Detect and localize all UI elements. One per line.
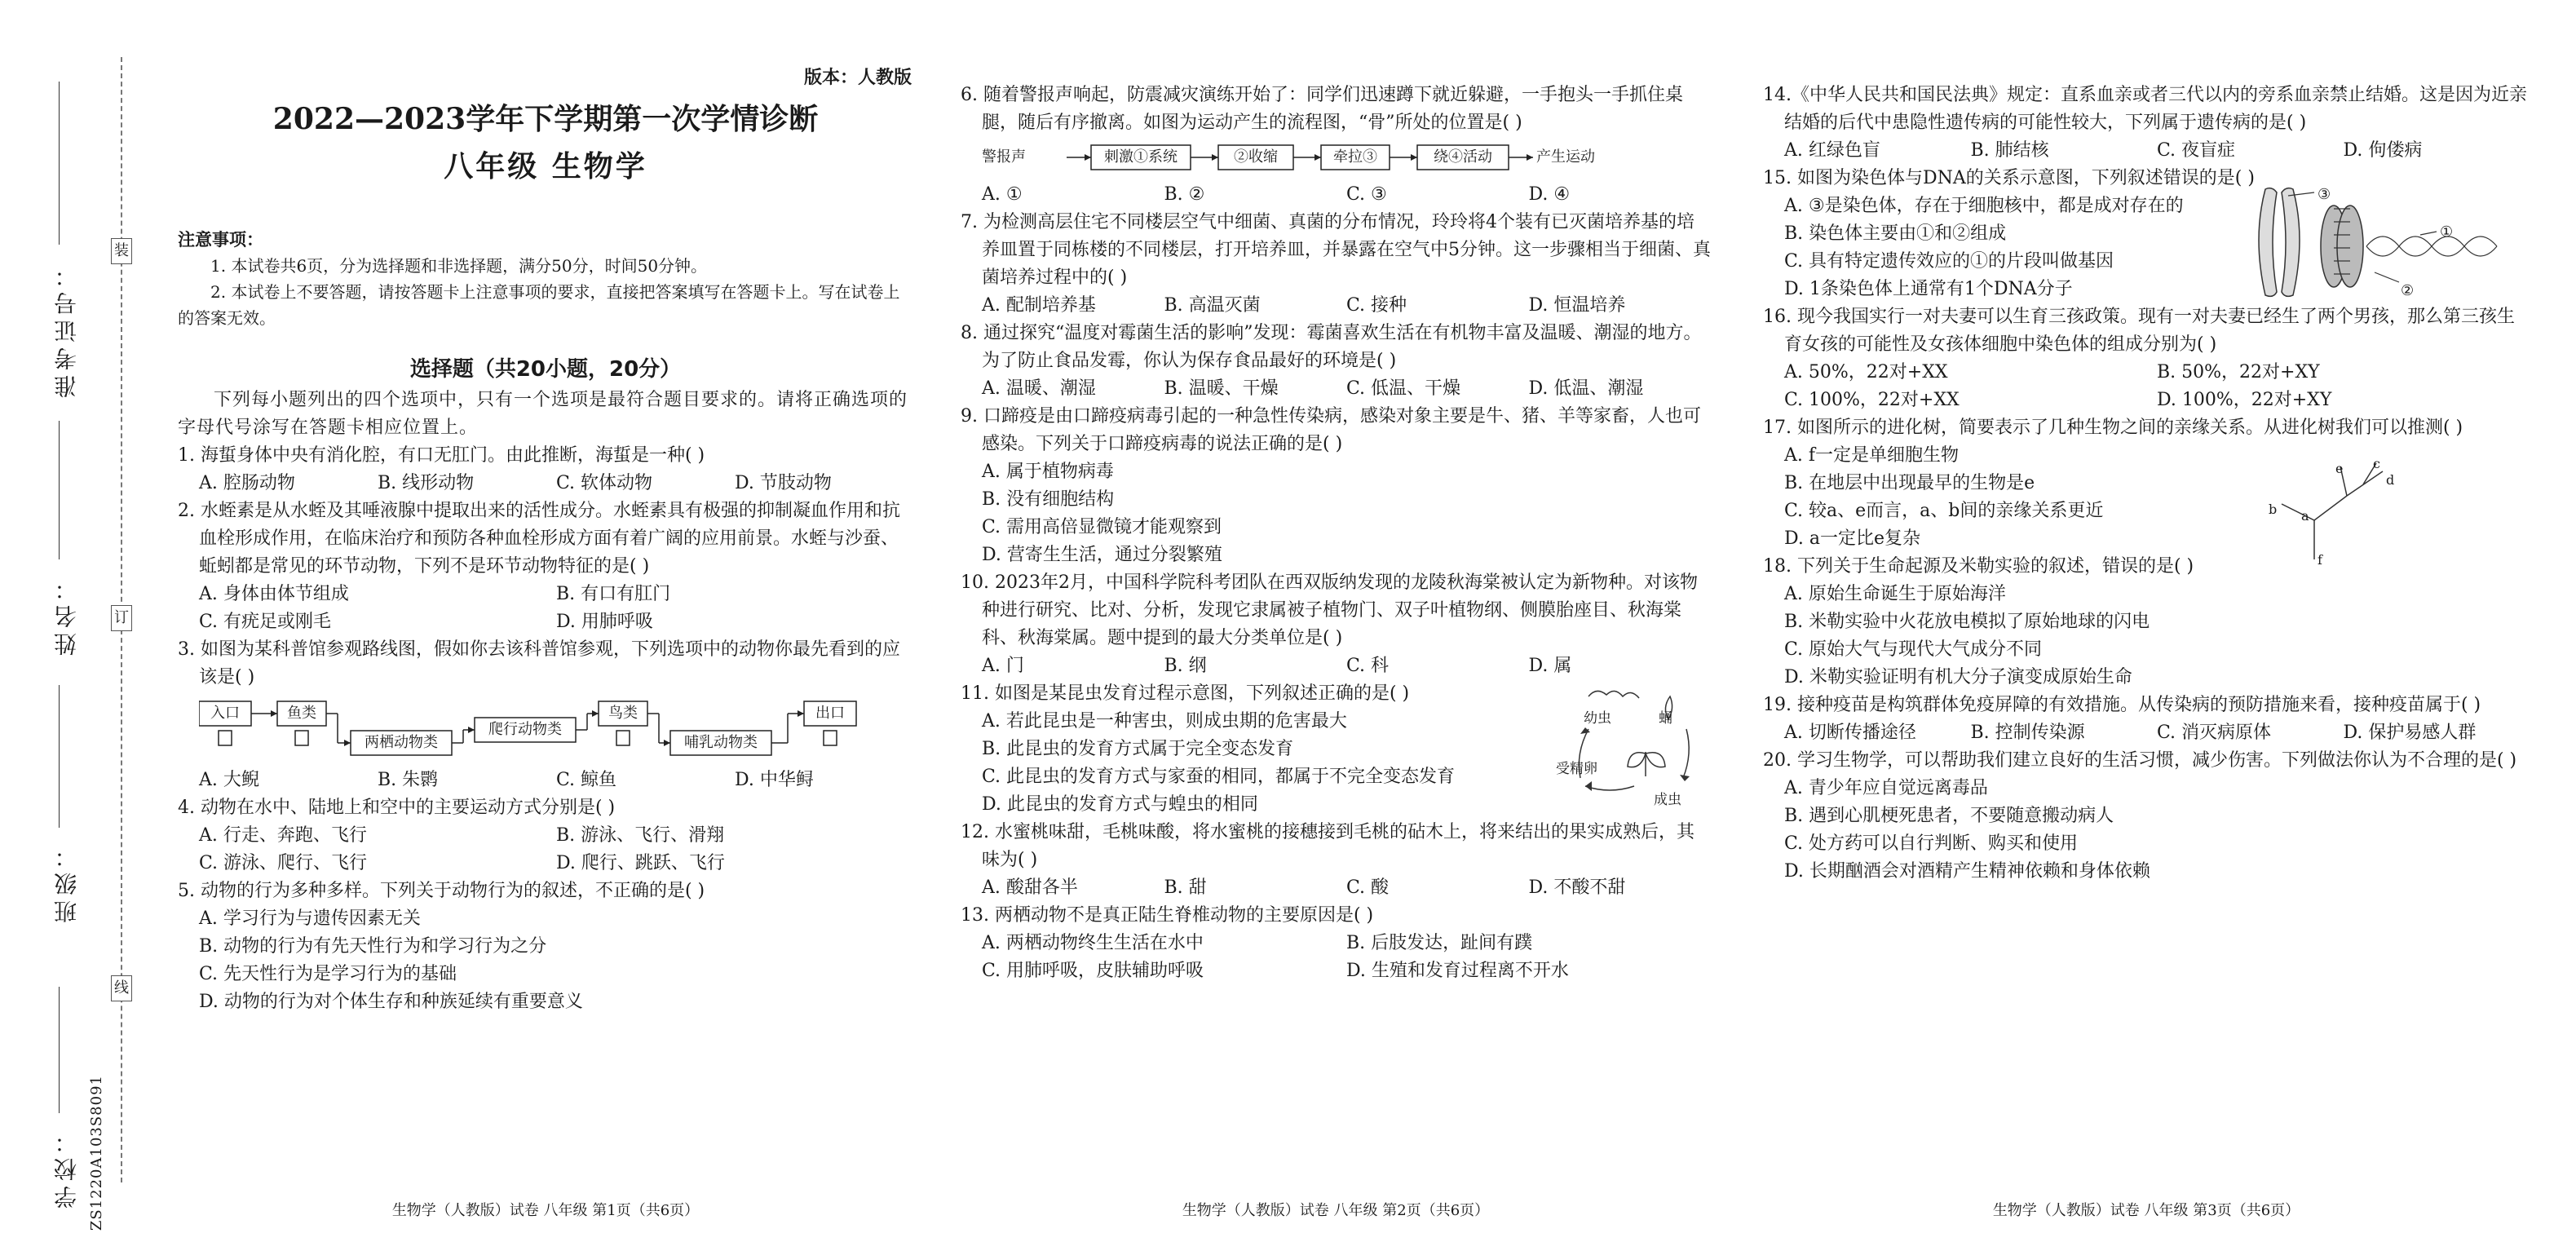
option-a: A. 行走、奔跑、飞行 xyxy=(199,825,367,846)
label-egg: 受精卵 xyxy=(1556,761,1597,777)
question-stem: 16. 现今我国实行一对夫妻可以生育三孩政策。现有一对夫妻已经生了两个男孩，那么第三孩生育女孩的可能性及女孩体细胞中染色体的组成分别为( ) xyxy=(1763,307,2515,355)
label-chromosome: ③ xyxy=(2318,186,2331,203)
option-d: D. 节肢动物 xyxy=(735,473,832,493)
option-b: B. ② xyxy=(1164,184,1205,205)
option-c: C. 需用高倍显微镜才能观察到 xyxy=(982,517,1222,537)
question-8 xyxy=(961,320,1711,403)
binding-margin xyxy=(0,0,163,1242)
question-4 xyxy=(178,794,913,877)
option-d: D. 爬行、跳跃、飞行 xyxy=(556,853,725,873)
option-a: A. 配制培养基 xyxy=(982,295,1096,316)
question-2 xyxy=(178,497,913,636)
option-d: D. 恒温培养 xyxy=(1528,295,1626,316)
school-label: 学校： xyxy=(53,1125,80,1209)
flow-alarm: 警报声 xyxy=(982,148,1026,166)
option-a: A. ③是染色体，存在于细胞核中，都是成对存在的 xyxy=(1784,196,2184,216)
option-c: C. 较a、e而言，a、b间的亲缘关系更近 xyxy=(1784,501,2104,521)
option-c: C. 用肺呼吸，皮肤辅助呼吸 xyxy=(982,961,1204,981)
label-dna: ① xyxy=(2440,223,2454,241)
option-b: B. 肺结核 xyxy=(1970,140,2049,161)
question-stem: 19. 接种疫苗是构筑群体免疫屏障的有效措施。从传染病的预防措施来看，接种疫苗属于( ) xyxy=(1763,695,2481,715)
option-b: B. 高温灭菌 xyxy=(1164,295,1261,316)
option-b: B. 50%，22对+XY xyxy=(2157,362,2320,382)
option-b: B. 线形动物 xyxy=(378,473,475,493)
option-c: C. 此昆虫的发育方式与家蚕的相同，都属于不完全变态发育 xyxy=(982,767,1456,787)
option-d: D. 保护易感人群 xyxy=(2343,723,2477,743)
label-a: a xyxy=(2301,508,2309,524)
option-d: D. 中华鲟 xyxy=(735,770,814,790)
option-c: C. 低温、干燥 xyxy=(1346,378,1461,399)
option-a: A. 若此昆虫是一种害虫，则成虫期的危害最大 xyxy=(982,711,1347,731)
question-stem: 8. 通过探究“温度对霉菌生活的影响”发现：霉菌喜欢生活在有机物丰富及温暖、潮湿的地方。为了防止食品发霉，你认为保存食品最好的环境是( ) xyxy=(961,323,1702,371)
option-c: C. 酸 xyxy=(1346,877,1390,898)
option-d: D. ④ xyxy=(1528,184,1571,205)
option-a: A. 门 xyxy=(982,656,1024,676)
evolution-tree-figure xyxy=(2269,455,2415,569)
option-d: D. 此昆虫的发育方式与蝗虫的相同 xyxy=(982,794,1258,815)
route-mammal: 哺乳动物类 xyxy=(684,734,758,751)
option-a: A. 属于植物病毒 xyxy=(982,462,1114,482)
option-b: B. 此昆虫的发育方式属于完全变态发育 xyxy=(982,739,1294,759)
question-stem: 2. 水蛭素是从水蛭及其唾液腺中提取出来的活性成分。水蛭素具有极强的抑制凝血作用和抗血栓形成作用，在临床治疗和预防各种血栓形成方面有着广阔的应用前景。水蛭与沙蚕、蚯蚓都是常见的环节动物，下列不是环节动物特征的是( ) xyxy=(178,501,900,577)
option-d: D. 属 xyxy=(1528,656,1572,676)
option-a: A. 青少年应自觉远离毒品 xyxy=(1784,778,1988,798)
option-a: A. 切断传播途径 xyxy=(1784,723,1916,743)
label-adult: 成虫 xyxy=(1654,792,1681,808)
question-11 xyxy=(961,680,1711,819)
question-area xyxy=(178,442,913,1016)
route-bird: 鸟类 xyxy=(608,705,638,722)
option-b: B. 遇到心肌梗死患者，不要随意搬动病人 xyxy=(1784,806,2114,826)
option-c: C. 科 xyxy=(1346,656,1390,676)
question-stem: 12. 水蜜桃味甜，毛桃味酸，将水蜜桃的接穗接到毛桃的砧木上，将来结出的果实成熟后，其味为( ) xyxy=(961,822,1695,870)
option-a: A. ① xyxy=(982,184,1023,205)
question-stem: 17. 如图所示的进化树，简要表示了几种生物之间的亲缘关系。从进化树我们可以推测( ) xyxy=(1763,418,2463,438)
route-reptile: 爬行动物类 xyxy=(488,721,562,738)
option-d: D. 生殖和发育过程离不开水 xyxy=(1346,961,1569,981)
class-line xyxy=(59,685,60,828)
option-c: C. 消灭病原体 xyxy=(2157,723,2272,743)
option-d: D. 米勒实验证明有机大分子演变成原始生命 xyxy=(1784,667,2132,687)
question-18 xyxy=(1763,553,2530,692)
question-stem: 15. 如图为染色体与DNA的关系示意图，下列叙述错误的是( ) xyxy=(1763,168,2255,188)
flow-stimulus: 刺激①系统 xyxy=(1104,148,1178,166)
option-b: B. 有口有肛门 xyxy=(556,584,671,604)
name-line xyxy=(59,421,60,559)
section-instruction: 下列每小题列出的四个选项中，只有一个选项是最符合题目要求的。请将正确选项的字母代号涂写在答题卡相应位置上。 xyxy=(178,390,908,438)
option-a: A. 原始生命诞生于原始海洋 xyxy=(1784,584,2006,604)
option-b: B. 温暖、干燥 xyxy=(1164,378,1279,399)
question-10 xyxy=(961,569,1711,680)
question-20 xyxy=(1763,747,2530,886)
option-d: D. 佝偻病 xyxy=(2343,140,2423,161)
question-stem: 14.《中华人民共和国民法典》规定：直系血亲或者三代以内的旁系血亲禁止结婚。这是因为近亲结婚的后代中患隐性遗传病的可能性较大，下列属于遗传病的是( ) xyxy=(1763,85,2527,133)
chromosome-dna-figure xyxy=(2236,181,2530,312)
option-c: C. 具有特定遗传效应的①的片段叫做基因 xyxy=(1784,251,2114,272)
option-c: C. 先天性行为是学习行为的基础 xyxy=(199,964,457,984)
option-a: A. 两栖动物终生生活在水中 xyxy=(982,933,1204,953)
option-c: C. 夜盲症 xyxy=(2157,140,2236,161)
option-d: D. 不酸不甜 xyxy=(1528,877,1626,898)
binding-mark: 装 xyxy=(111,238,132,264)
option-c: C. 有疣足或刚毛 xyxy=(199,612,332,632)
label-larva: 幼虫 xyxy=(1584,710,1611,727)
question-14 xyxy=(1763,82,2530,165)
route-diagram xyxy=(199,695,913,765)
option-b: B. 在地层中出现最早的生物是e xyxy=(1784,473,2035,493)
flow-move: 绕④活动 xyxy=(1434,148,1492,166)
option-d: D. 低温、潮湿 xyxy=(1528,378,1644,399)
route-entrance: 入口 xyxy=(210,705,240,722)
option-a: A. 50%，22对+XX xyxy=(1784,362,1948,382)
option-a: A. 大鲵 xyxy=(199,770,259,790)
option-c: C. 鲸鱼 xyxy=(556,770,617,790)
option-a: A. 酸甜各半 xyxy=(982,877,1078,898)
option-d: D. 长期酗酒会对酒精产生精神依赖和身体依赖 xyxy=(1784,861,2150,882)
page-footer: 生物学（人教版）试卷 八年级 第2页（共6页） xyxy=(1182,1202,1490,1219)
question-stem: 13. 两栖动物不是真正陆生脊椎动物的主要原因是( ) xyxy=(961,905,1374,926)
flow-pull: 牵拉③ xyxy=(1333,148,1377,166)
binding-mark: 订 xyxy=(111,605,132,631)
school-line xyxy=(59,987,60,1113)
page-2 xyxy=(961,0,1711,1242)
flow-result: 产生运动 xyxy=(1536,148,1595,166)
question-16 xyxy=(1763,303,2530,414)
option-b: B. 朱鹮 xyxy=(378,770,439,790)
binding-mark: 线 xyxy=(111,975,132,1001)
option-a: A. 学习行为与遗传因素无关 xyxy=(199,908,421,929)
exam-subtitle: 八年级 生物学 xyxy=(444,149,647,183)
question-stem: 18. 下列关于生命起源及米勒实验的叙述，错误的是( ) xyxy=(1763,556,2194,577)
question-stem: 11. 如图是某昆虫发育过程示意图，下列叙述正确的是( ) xyxy=(961,683,1410,704)
question-stem: 4. 动物在水中、陆地上和空中的主要运动方式分别是( ) xyxy=(178,798,616,818)
question-stem: 1. 海蜇身体中央有消化腔，有口无肛门。由此推断，海蜇是一种( ) xyxy=(178,445,705,466)
option-c: C. 游泳、爬行、飞行 xyxy=(199,853,368,873)
question-area xyxy=(1763,82,2530,886)
question-3 xyxy=(178,636,913,794)
question-1 xyxy=(178,442,913,497)
exam-number-line xyxy=(59,82,60,245)
label-protein: ② xyxy=(2401,282,2415,299)
page-1 xyxy=(178,0,913,1242)
route-fish: 鱼类 xyxy=(287,705,316,722)
serial-number: ZS1220A103S8091 xyxy=(88,1075,105,1231)
option-b: B. 没有细胞结构 xyxy=(982,489,1115,510)
option-b: B. 控制传染源 xyxy=(1970,723,2085,743)
page-footer: 生物学（人教版）试卷 八年级 第3页（共6页） xyxy=(1992,1202,2300,1219)
option-b: B. 纲 xyxy=(1164,656,1207,676)
option-a: A. 温暖、潮湿 xyxy=(982,378,1096,399)
route-amphibian: 两栖动物类 xyxy=(365,734,438,751)
option-d: D. 营寄生生活，通过分裂繁殖 xyxy=(982,545,1222,565)
section-title: 选择题（共20小题，20分） xyxy=(409,357,682,382)
option-a: A. 红绿色盲 xyxy=(1784,140,1880,161)
label-f: f xyxy=(2318,552,2322,568)
question-stem: 6. 随着警报声响起，防震减灾演练开始了：同学们迅速蹲下就近躲避，一手抱头一手抓住桌腿，随后有序撤离。如图为运动产生的流程图，“骨”所处的位置是( ) xyxy=(961,85,1683,133)
class-label: 班级： xyxy=(53,840,80,923)
question-stem: 5. 动物的行为多种多样。下列关于动物行为的叙述，不正确的是( ) xyxy=(178,881,705,901)
option-a: A. 腔肠动物 xyxy=(199,473,295,493)
insect-lifecycle-figure xyxy=(1556,680,1703,819)
exam-number-label: 准考证号： xyxy=(53,259,80,398)
option-a: A. f一定是单细胞生物 xyxy=(1784,445,1960,466)
question-9 xyxy=(961,403,1711,569)
option-b: B. 动物的行为有先天性行为和学习行为之分 xyxy=(199,936,547,957)
option-c: C. 原始大气与现代大气成分不同 xyxy=(1784,639,2043,660)
option-b: B. 甜 xyxy=(1164,877,1207,898)
label-e: e xyxy=(2335,461,2344,476)
question-15 xyxy=(1763,165,2530,303)
exam-title: 2022—2023学年下学期第一次学情诊断 xyxy=(272,102,819,136)
option-d: D. 用肺呼吸 xyxy=(556,612,653,632)
question-12 xyxy=(961,819,1711,902)
page-3 xyxy=(1763,0,2530,1242)
question-stem: 9. 口蹄疫是由口蹄疫病毒引起的一种急性传染病，感染对象主要是牛、猪、羊等家畜，人也可感染。下列关于口蹄疫病毒的说法正确的是( ) xyxy=(961,406,1701,454)
question-13 xyxy=(961,902,1711,985)
label-b: b xyxy=(2269,502,2278,517)
flow-contract: ②收缩 xyxy=(1234,148,1278,166)
option-d: D. 100%，22对+XY xyxy=(2157,390,2332,410)
option-d: D. 动物的行为对个体生存和种族延续有重要意义 xyxy=(199,992,583,1012)
option-c: C. ③ xyxy=(1346,184,1387,205)
question-area xyxy=(961,82,1711,985)
label-d: d xyxy=(2386,472,2395,488)
question-stem: 20. 学习生物学，可以帮助我们建立良好的生活习惯，减少伤害。下列做法你认为不合理的是( ) xyxy=(1763,750,2517,771)
option-c: C. 100%，22对+XX xyxy=(1784,390,1960,410)
question-19 xyxy=(1763,692,2530,747)
option-d: D. a一定比e复杂 xyxy=(1784,528,1920,549)
question-6 xyxy=(961,82,1711,209)
label-c: c xyxy=(2373,456,2380,471)
question-7 xyxy=(961,209,1711,320)
notes-heading: 注意事项： xyxy=(178,230,263,250)
option-a: A. 身体由体节组成 xyxy=(199,584,349,604)
question-stem: 3. 如图为某科普馆参观路线图，假如你去该科普馆参观，下列选项中的动物你最先看到的应该是( ) xyxy=(178,639,900,687)
option-b: B. 游泳、飞行、滑翔 xyxy=(556,825,725,846)
chromosome-dna-drawing xyxy=(2236,181,2530,312)
option-c: C. 处方药可以自行判断、购买和使用 xyxy=(1784,833,2079,854)
option-b: B. 米勒实验中火花放电模拟了原始地球的闪电 xyxy=(1784,612,2150,632)
option-c: C. 软体动物 xyxy=(556,473,653,493)
option-b: B. 染色体主要由①和②组成 xyxy=(1784,223,2007,244)
notes-item: 1. 本试卷共6页，分为选择题和非选择题，满分50分，时间50分钟。 xyxy=(210,256,708,276)
page-footer: 生物学（人教版）试卷 八年级 第1页（共6页） xyxy=(391,1202,700,1219)
motion-flowchart xyxy=(982,139,1711,178)
option-c: C. 接种 xyxy=(1346,295,1407,316)
option-d: D. 1条染色体上通常有1个DNA分子 xyxy=(1784,279,2073,299)
version-label: 版本：人教版 xyxy=(803,68,912,88)
question-stem: 7. 为检测高层住宅不同楼层空气中细菌、真菌的分布情况，玲玲将4个装有已灭菌培养基的培养皿置于同栋楼的不同楼层，打开培养皿，并暴露在空气中5分钟。这一步骤相当于细菌、真菌培养过程中的( ) xyxy=(961,212,1712,288)
name-label: 姓名： xyxy=(53,572,80,656)
route-exit: 出口 xyxy=(815,705,845,722)
notes-section xyxy=(178,227,913,331)
notes-item: 2. 本试卷上不要答题，请按答题卡上注意事项的要求，直接把答案填写在答题卡上。写在试卷上的答案无效。 xyxy=(178,282,900,328)
option-b: B. 后肢发达，趾间有蹼 xyxy=(1346,933,1533,953)
question-stem: 10. 2023年2月，中国科学院科考团队在西双版纳发现的龙陵秋海棠被认定为新物种。对该物种进行研究、比对、分析，发现它隶属被子植物门、双子叶植物纲、侧膜胎座目、秋海棠科、秋海棠属。题中提到的最大分类单位是( ) xyxy=(961,572,1698,648)
label-pupa: 蛹 xyxy=(1659,710,1672,727)
question-5 xyxy=(178,877,913,1016)
